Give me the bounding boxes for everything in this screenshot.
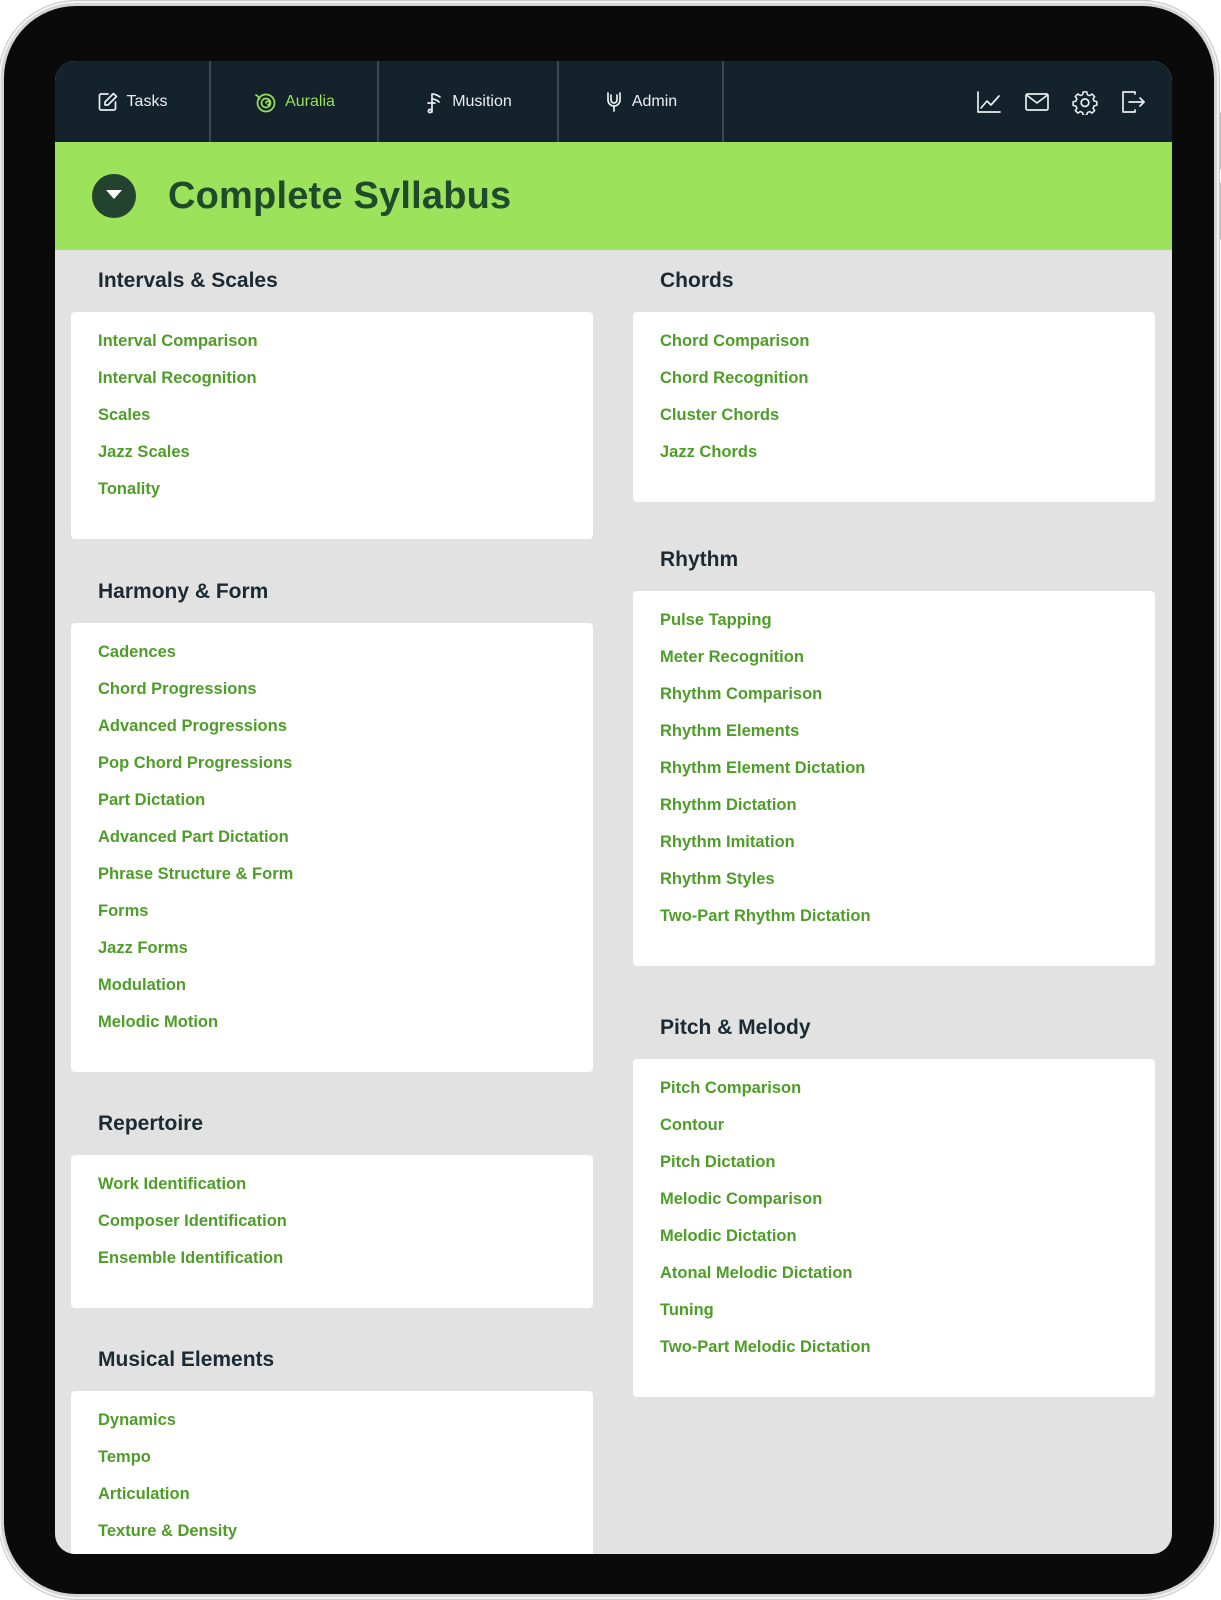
musition-logo-icon: [424, 90, 444, 114]
syllabus-link[interactable]: Jazz Forms: [98, 939, 188, 957]
syllabus-link[interactable]: Rhythm Dictation: [660, 796, 797, 814]
tab-auralia-label: Auralia: [285, 92, 335, 110]
section-card: [71, 623, 593, 1072]
section-rhythm: [633, 529, 1155, 966]
tab-musition[interactable]: [379, 61, 559, 142]
section-intervals-scales: [71, 250, 593, 539]
syllabus-link[interactable]: Rhythm Styles: [660, 870, 775, 888]
syllabus-link[interactable]: Rhythm Element Dictation: [660, 759, 866, 777]
section-title: Chords: [660, 269, 734, 292]
syllabus-link[interactable]: Meter Recognition: [660, 648, 804, 666]
syllabus-link[interactable]: Melodic Dictation: [660, 1227, 797, 1245]
syllabus-link[interactable]: Texture & Density: [98, 1522, 238, 1540]
logout-icon[interactable]: [1120, 89, 1146, 115]
syllabus-link[interactable]: Atonal Melodic Dictation: [660, 1264, 853, 1282]
settings-icon[interactable]: [1072, 89, 1098, 115]
syllabus-link[interactable]: Ensemble Identification: [98, 1249, 284, 1267]
section-pitch-melody: [633, 997, 1155, 1397]
syllabus-link[interactable]: Rhythm Elements: [660, 722, 800, 740]
syllabus-link[interactable]: Interval Comparison: [98, 332, 258, 350]
tab-auralia[interactable]: [211, 61, 379, 142]
section-musical-elements: [71, 1329, 593, 1554]
collapse-button[interactable]: [92, 174, 136, 218]
top-nav: [55, 61, 1172, 142]
syllabus-link[interactable]: Pop Chord Progressions: [98, 754, 293, 772]
tab-admin[interactable]: [559, 61, 724, 142]
section-chords: [633, 250, 1155, 502]
tab-tasks[interactable]: [55, 61, 211, 142]
auralia-logo-icon: [253, 91, 277, 113]
admin-logo-icon: [604, 90, 624, 114]
section-card: [71, 1155, 593, 1308]
section-harmony-form: [71, 561, 593, 1072]
syllabus-link[interactable]: Advanced Part Dictation: [98, 828, 289, 846]
section-card: [633, 312, 1155, 502]
syllabus-link[interactable]: Advanced Progressions: [98, 717, 287, 735]
section-title: Harmony & Form: [98, 580, 269, 603]
device-volume-up-button: [1216, 112, 1221, 170]
syllabus-link[interactable]: Composer Identification: [98, 1212, 287, 1230]
tab-musition-label: Musition: [452, 92, 512, 110]
tab-admin-label: Admin: [631, 92, 678, 110]
syllabus-link[interactable]: Pitch Comparison: [660, 1079, 802, 1097]
chevron-down-icon: [104, 187, 124, 206]
syllabus-link[interactable]: Melodic Comparison: [660, 1190, 823, 1208]
device-top-button: [1078, 0, 1150, 4]
syllabus-link[interactable]: Articulation: [98, 1485, 190, 1503]
syllabus-link[interactable]: Forms: [98, 902, 149, 920]
syllabus-link[interactable]: Tempo: [98, 1448, 151, 1466]
syllabus-link[interactable]: Chord Progressions: [98, 680, 257, 698]
mail-icon[interactable]: [1024, 89, 1050, 115]
syllabus-link[interactable]: Chord Comparison: [660, 332, 810, 350]
syllabus-link[interactable]: Work Identification: [98, 1175, 247, 1193]
section-card: [633, 591, 1155, 966]
syllabus-header: [55, 142, 1172, 250]
page-title: Complete Syllabus: [168, 174, 512, 217]
tablet-frame: [4, 6, 1214, 1594]
syllabus-link[interactable]: Two-Part Melodic Dictation: [660, 1338, 871, 1356]
edit-icon: [97, 91, 119, 113]
syllabus-link[interactable]: Modulation: [98, 976, 186, 994]
section-title: Musical Elements: [98, 1348, 275, 1371]
syllabus-link[interactable]: Tuning: [660, 1301, 714, 1319]
section-title: Intervals & Scales: [98, 269, 278, 292]
syllabus-link[interactable]: Melodic Motion: [98, 1013, 219, 1031]
section-card: [71, 312, 593, 539]
syllabus-link[interactable]: Phrase Structure & Form: [98, 865, 294, 883]
tab-tasks-label: Tasks: [126, 92, 168, 110]
syllabus-link[interactable]: Pulse Tapping: [660, 611, 772, 629]
section-title: Rhythm: [660, 548, 739, 571]
device-volume-down-button: [1216, 182, 1221, 240]
section-repertoire: [71, 1093, 593, 1308]
app-screen: [55, 61, 1172, 1554]
syllabus-link[interactable]: Chord Recognition: [660, 369, 809, 387]
chart-icon[interactable]: [976, 89, 1002, 115]
syllabus-link[interactable]: Cluster Chords: [660, 406, 780, 424]
syllabus-link[interactable]: Part Dictation: [98, 791, 206, 809]
section-title: Pitch & Melody: [660, 1016, 811, 1039]
section-card: [633, 1059, 1155, 1397]
syllabus-link[interactable]: Tonality: [98, 480, 161, 498]
syllabus-link[interactable]: Scales: [98, 406, 151, 424]
syllabus-link[interactable]: Dynamics: [98, 1411, 176, 1429]
section-title: Repertoire: [98, 1112, 204, 1135]
syllabus-link[interactable]: Rhythm Comparison: [660, 685, 823, 703]
syllabus-link[interactable]: Jazz Chords: [660, 443, 758, 461]
syllabus-link[interactable]: Cadences: [98, 643, 176, 661]
section-card: [71, 1391, 593, 1554]
syllabus-link[interactable]: Contour: [660, 1116, 725, 1134]
syllabus-link[interactable]: Two-Part Rhythm Dictation: [660, 907, 871, 925]
syllabus-link[interactable]: Interval Recognition: [98, 369, 257, 387]
nav-actions: [976, 61, 1172, 142]
syllabus-link[interactable]: Jazz Scales: [98, 443, 190, 461]
syllabus-link[interactable]: Rhythm Imitation: [660, 833, 795, 851]
syllabus-link[interactable]: Pitch Dictation: [660, 1153, 776, 1171]
